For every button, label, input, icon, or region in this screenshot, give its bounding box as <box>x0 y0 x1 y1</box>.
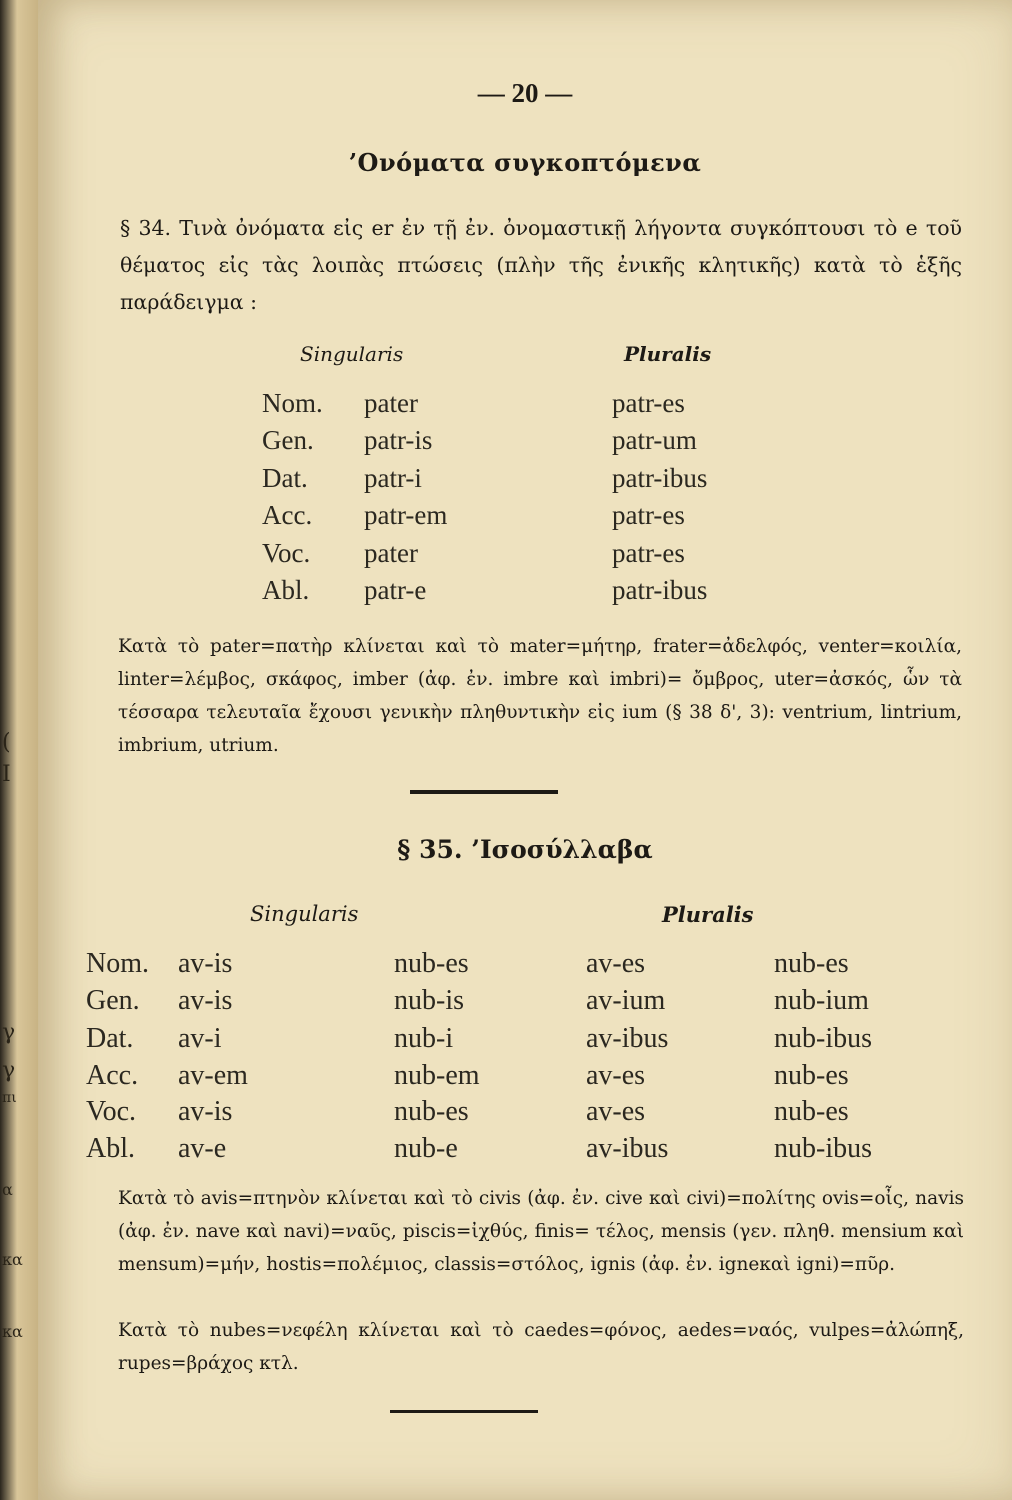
margin-fragment: α <box>2 1180 13 1199</box>
case-label: Abl. <box>262 575 310 605</box>
avis-singular: av-e <box>178 1133 227 1164</box>
case-label: Gen. <box>262 425 314 455</box>
nubes-plural: nub-es <box>774 1096 849 1127</box>
paragraph-nubes-note: Κατὰ τὸ nubes=νεφέλη κλίνεται καὶ τὸ caedes=φόνος, aedes=ναός, vulpes=ἀλώπηξ, rupes=βράχος κτλ. <box>118 1320 964 1374</box>
table-head-plural: Pluralis <box>624 342 712 366</box>
nubes-singular: nub-es <box>394 1096 469 1127</box>
nubes-singular: nub-e <box>394 1133 458 1164</box>
avis-singular: av-is <box>178 948 233 979</box>
avis-plural: av-ibus <box>586 1023 669 1054</box>
case-label: Voc. <box>86 1096 137 1127</box>
singular-form: pater <box>364 388 418 418</box>
plural-form: patr-es <box>612 388 685 418</box>
plural-form: patr-es <box>612 500 685 530</box>
avis-plural: av-es <box>586 1060 646 1091</box>
paragraph-pater-note: Κατὰ τὸ pater=πατὴρ κλίνεται καὶ τὸ mater=μήτηρ, frater=ἀδελφός, venter=κοιλία, linter=λέμβος, σκάφος, imber (ἀφ. ἐν. imbre καὶ imbri)= ὄμβρος, uter=ἀσκός, ὧν τὰ τέσσαρα τελευταῖα ἔχουσι γενικὴν πληθυντικὴν εἰς ium (§ 38 δ', 3): ventrium, lintrium, imbrium, utrium. <box>118 636 962 756</box>
table-head-singular: Singularis <box>300 342 404 366</box>
avis-singular: av-i <box>178 1023 222 1054</box>
avis-plural: av-es <box>586 948 646 979</box>
singular-form: patr-e <box>364 575 427 605</box>
end-divider <box>390 1410 538 1413</box>
nubes-plural: nub-ibus <box>774 1023 872 1054</box>
book-page <box>38 0 1012 1500</box>
table-head-singular: Singularis <box>250 902 359 926</box>
case-label: Voc. <box>262 538 311 568</box>
margin-fragment: γ <box>2 1058 16 1083</box>
nubes-singular: nub-em <box>394 1060 480 1091</box>
nubes-singular: nub-es <box>394 948 469 979</box>
case-label: Nom. <box>86 948 149 979</box>
singular-form: patr-i <box>364 463 422 493</box>
singular-form: pater <box>364 538 418 568</box>
margin-fragment: πι <box>2 1090 17 1106</box>
case-label: Nom. <box>262 388 323 418</box>
nubes-plural: nub-ium <box>774 985 869 1016</box>
paragraph-34: § 34. Τινὰ ὀνόματα εἰς er ἐν τῇ ἐν. ὀνομαστικῇ λήγοντα συγκόπτουσι τὸ e τοῦ θέματος εἰς τὰς λοιπὰς πτώσεις (πλὴν τῆς ἐνικῆς κλητικῆς) κατὰ τὸ ἑξῆς παράδειγμα : <box>120 216 962 314</box>
singular-form: patr-em <box>364 500 448 530</box>
table-head-plural: Pluralis <box>662 902 754 927</box>
margin-fragment: γ <box>2 1020 16 1045</box>
plural-form: patr-es <box>612 538 685 568</box>
section-divider <box>410 790 558 794</box>
singular-form: patr-is <box>364 425 433 455</box>
page-number: — 20 — <box>477 78 573 108</box>
plural-form: patr-um <box>612 425 697 455</box>
case-label: Dat. <box>262 463 308 493</box>
paragraph-avis-note: Κατὰ τὸ avis=πτηνὸν κλίνεται καὶ τὸ civis (ἀφ. ἐν. cive καὶ civi)=πολίτης ovis=οἶς, navis (ἀφ. ἐν. nave καὶ navi)=ναῦς, piscis=ἰχθύς, finis= τέλος, mensis (γεν. πληθ. mensium καὶ mensum)=μήν, hostis=πολέμιος, classis=στόλος, ignis (ἀφ. ἐν. igneκαὶ igni)=πῦρ. <box>118 1188 964 1275</box>
avis-singular: av-em <box>178 1060 248 1091</box>
avis-plural: av-ibus <box>586 1133 669 1164</box>
case-label: Gen. <box>86 985 140 1016</box>
case-label: Acc. <box>262 500 313 530</box>
nubes-singular: nub-is <box>394 985 464 1016</box>
nubes-plural: nub-es <box>774 948 849 979</box>
case-label: Abl. <box>86 1133 135 1164</box>
case-label: Dat. <box>86 1023 134 1054</box>
avis-singular: av-is <box>178 985 233 1016</box>
avis-singular: av-is <box>178 1096 233 1127</box>
margin-fragment: κα <box>2 1250 23 1269</box>
avis-plural: av-es <box>586 1096 646 1127</box>
margin-fragment: ( <box>2 730 11 755</box>
chapter-title: ’Ονόματα συγκοπτόμενα <box>348 148 702 177</box>
margin-fragment: I <box>2 762 11 787</box>
plural-form: patr-ibus <box>612 463 708 493</box>
margin-fragment: κα <box>2 1322 23 1341</box>
nubes-plural: nub-ibus <box>774 1133 872 1164</box>
plural-form: patr-ibus <box>612 575 708 605</box>
section-title: § 35. ’Ισοσύλλαβα <box>397 835 653 864</box>
nubes-singular: nub-i <box>394 1023 454 1054</box>
nubes-plural: nub-es <box>774 1060 849 1091</box>
case-label: Acc. <box>86 1060 139 1091</box>
avis-plural: av-ium <box>586 985 666 1016</box>
